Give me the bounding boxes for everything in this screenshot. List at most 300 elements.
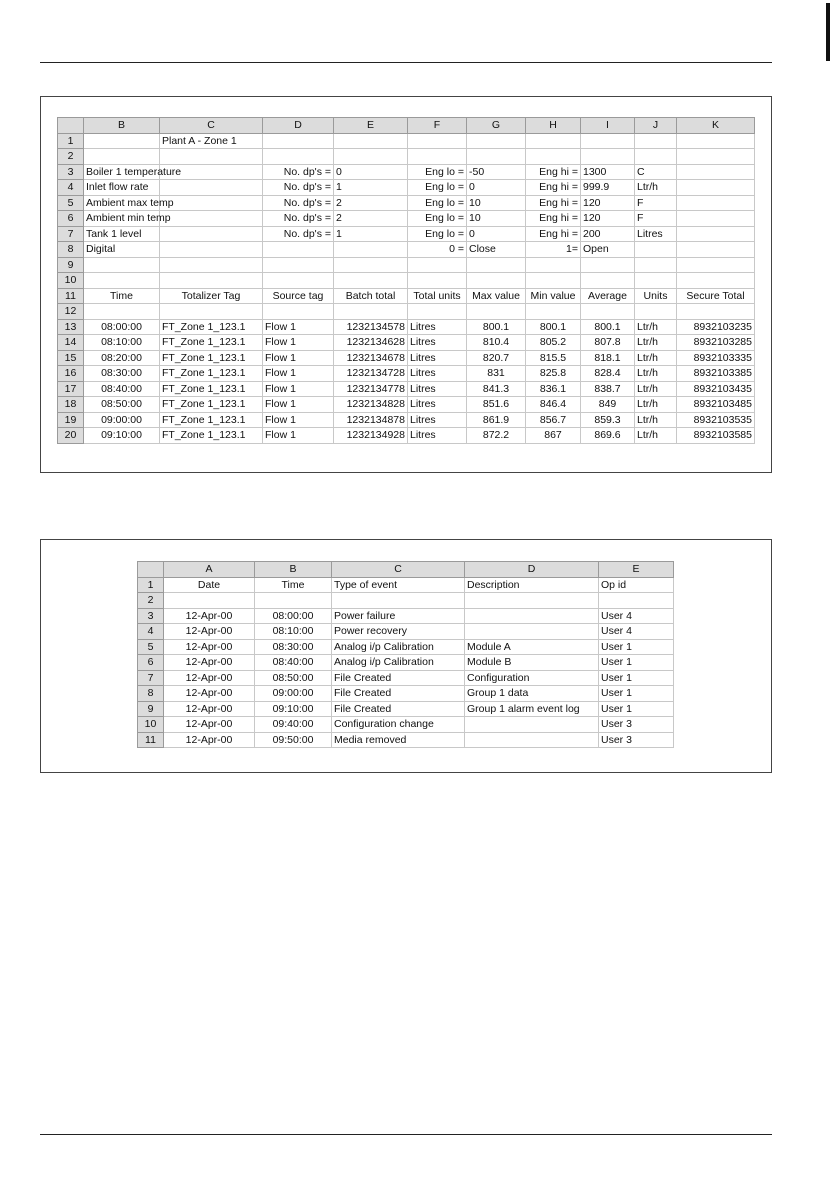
cell[interactable]: 0 bbox=[467, 180, 526, 196]
cell[interactable]: No. dp's = bbox=[263, 180, 334, 196]
cell[interactable] bbox=[334, 242, 408, 258]
cell[interactable]: 1232134778 bbox=[334, 381, 408, 397]
cell[interactable]: User 1 bbox=[599, 639, 674, 655]
row-header[interactable]: 17 bbox=[58, 381, 84, 397]
cell[interactable]: Ltr/h bbox=[635, 366, 677, 382]
cell[interactable]: Eng lo = bbox=[408, 195, 467, 211]
cell[interactable] bbox=[408, 273, 467, 289]
cell[interactable] bbox=[467, 273, 526, 289]
cell[interactable]: Ltr/h bbox=[635, 180, 677, 196]
cell[interactable]: 12-Apr-00 bbox=[164, 701, 255, 717]
cell[interactable]: 120 bbox=[581, 195, 635, 211]
column-header-e[interactable]: E bbox=[599, 562, 674, 578]
row-header[interactable]: 20 bbox=[58, 428, 84, 444]
cell[interactable] bbox=[84, 273, 160, 289]
cell[interactable] bbox=[581, 273, 635, 289]
cell[interactable]: Tank 1 level bbox=[84, 226, 160, 242]
column-header-h[interactable]: H bbox=[526, 118, 581, 134]
column-header-f[interactable]: F bbox=[408, 118, 467, 134]
row-header[interactable]: 10 bbox=[138, 717, 164, 733]
cell[interactable] bbox=[263, 304, 334, 320]
cell[interactable] bbox=[263, 149, 334, 165]
cell[interactable] bbox=[677, 164, 755, 180]
cell[interactable]: 09:10:00 bbox=[255, 701, 332, 717]
cell[interactable]: Ltr/h bbox=[635, 350, 677, 366]
cell[interactable]: 12-Apr-00 bbox=[164, 717, 255, 733]
row-header[interactable]: 6 bbox=[138, 655, 164, 671]
cell[interactable]: Batch total bbox=[334, 288, 408, 304]
cell[interactable] bbox=[334, 133, 408, 149]
cell[interactable]: Eng lo = bbox=[408, 211, 467, 227]
cell[interactable]: Date bbox=[164, 577, 255, 593]
row-header[interactable]: 19 bbox=[58, 412, 84, 428]
cell[interactable]: 807.8 bbox=[581, 335, 635, 351]
row-header[interactable]: 12 bbox=[58, 304, 84, 320]
cell[interactable]: 856.7 bbox=[526, 412, 581, 428]
row-header[interactable]: 6 bbox=[58, 211, 84, 227]
cell[interactable] bbox=[467, 304, 526, 320]
cell[interactable]: 8932103585 bbox=[677, 428, 755, 444]
cell[interactable] bbox=[677, 226, 755, 242]
cell[interactable] bbox=[334, 304, 408, 320]
row-header[interactable]: 3 bbox=[138, 608, 164, 624]
cell[interactable] bbox=[677, 195, 755, 211]
cell[interactable]: 8932103335 bbox=[677, 350, 755, 366]
cell[interactable]: F bbox=[635, 211, 677, 227]
cell[interactable] bbox=[677, 304, 755, 320]
cell[interactable]: Min value bbox=[526, 288, 581, 304]
cell[interactable]: Ambient max temp bbox=[84, 195, 160, 211]
column-header-d[interactable]: D bbox=[263, 118, 334, 134]
cell[interactable]: Time bbox=[84, 288, 160, 304]
column-header-g[interactable]: G bbox=[467, 118, 526, 134]
cell[interactable]: Module B bbox=[465, 655, 599, 671]
cell[interactable]: File Created bbox=[332, 701, 465, 717]
cell[interactable] bbox=[84, 304, 160, 320]
column-header-b[interactable]: B bbox=[84, 118, 160, 134]
cell[interactable] bbox=[160, 273, 263, 289]
cell[interactable]: Litres bbox=[408, 397, 467, 413]
cell[interactable]: 12-Apr-00 bbox=[164, 732, 255, 748]
cell[interactable]: Flow 1 bbox=[263, 381, 334, 397]
row-header[interactable]: 11 bbox=[138, 732, 164, 748]
column-header-c[interactable]: C bbox=[332, 562, 465, 578]
cell[interactable]: 836.1 bbox=[526, 381, 581, 397]
cell[interactable]: 859.3 bbox=[581, 412, 635, 428]
cell[interactable] bbox=[408, 133, 467, 149]
cell[interactable] bbox=[677, 242, 755, 258]
cell[interactable]: 2 bbox=[334, 211, 408, 227]
cell[interactable] bbox=[334, 149, 408, 165]
cell[interactable]: 1232134828 bbox=[334, 397, 408, 413]
cell[interactable]: Average bbox=[581, 288, 635, 304]
column-header-k[interactable]: K bbox=[677, 118, 755, 134]
cell[interactable]: 1 bbox=[334, 180, 408, 196]
cell[interactable] bbox=[581, 257, 635, 273]
cell[interactable]: FT_Zone 1_123.1 bbox=[160, 428, 263, 444]
cell[interactable]: 08:40:00 bbox=[255, 655, 332, 671]
cell[interactable]: Ltr/h bbox=[635, 397, 677, 413]
cell[interactable]: Ltr/h bbox=[635, 412, 677, 428]
column-header-j[interactable]: J bbox=[635, 118, 677, 134]
cell[interactable]: Flow 1 bbox=[263, 366, 334, 382]
cell[interactable] bbox=[408, 304, 467, 320]
cell[interactable]: 800.1 bbox=[467, 319, 526, 335]
cell[interactable] bbox=[160, 242, 263, 258]
cell[interactable]: Litres bbox=[408, 350, 467, 366]
cell[interactable]: Media removed bbox=[332, 732, 465, 748]
cell[interactable]: Eng hi = bbox=[526, 195, 581, 211]
cell[interactable] bbox=[635, 133, 677, 149]
cell[interactable]: Open bbox=[581, 242, 635, 258]
column-header-b[interactable]: B bbox=[255, 562, 332, 578]
cell[interactable]: 8932103535 bbox=[677, 412, 755, 428]
cell[interactable]: 815.5 bbox=[526, 350, 581, 366]
cell[interactable] bbox=[465, 732, 599, 748]
cell[interactable]: Flow 1 bbox=[263, 428, 334, 444]
cell[interactable]: Eng hi = bbox=[526, 226, 581, 242]
cell[interactable]: -50 bbox=[467, 164, 526, 180]
cell[interactable]: 818.1 bbox=[581, 350, 635, 366]
cell[interactable]: 1232134728 bbox=[334, 366, 408, 382]
cell[interactable]: 800.1 bbox=[581, 319, 635, 335]
cell[interactable]: 200 bbox=[581, 226, 635, 242]
column-header-d[interactable]: D bbox=[465, 562, 599, 578]
cell[interactable]: 800.1 bbox=[526, 319, 581, 335]
cell[interactable]: 08:20:00 bbox=[84, 350, 160, 366]
row-header[interactable]: 8 bbox=[58, 242, 84, 258]
cell[interactable]: 12-Apr-00 bbox=[164, 655, 255, 671]
cell[interactable]: User 1 bbox=[599, 670, 674, 686]
cell[interactable]: Ltr/h bbox=[635, 428, 677, 444]
cell[interactable]: 1= bbox=[526, 242, 581, 258]
cell[interactable]: Boiler 1 temperature bbox=[84, 164, 160, 180]
cell[interactable]: Group 1 data bbox=[465, 686, 599, 702]
cell[interactable]: Time bbox=[255, 577, 332, 593]
cell[interactable]: 872.2 bbox=[467, 428, 526, 444]
cell[interactable]: FT_Zone 1_123.1 bbox=[160, 412, 263, 428]
cell[interactable]: 08:40:00 bbox=[84, 381, 160, 397]
row-header[interactable]: 10 bbox=[58, 273, 84, 289]
cell[interactable]: 1 bbox=[334, 226, 408, 242]
cell[interactable] bbox=[263, 133, 334, 149]
cell[interactable]: Digital bbox=[84, 242, 160, 258]
cell[interactable]: Litres bbox=[635, 226, 677, 242]
cell[interactable]: 08:50:00 bbox=[255, 670, 332, 686]
cell[interactable]: 08:50:00 bbox=[84, 397, 160, 413]
cell[interactable]: 09:00:00 bbox=[84, 412, 160, 428]
row-header[interactable]: 15 bbox=[58, 350, 84, 366]
cell[interactable] bbox=[160, 180, 263, 196]
row-header[interactable]: 1 bbox=[58, 133, 84, 149]
select-all-corner[interactable] bbox=[138, 562, 164, 578]
cell[interactable]: Secure Total bbox=[677, 288, 755, 304]
cell[interactable]: Eng lo = bbox=[408, 180, 467, 196]
cell[interactable]: Description bbox=[465, 577, 599, 593]
cell[interactable]: User 1 bbox=[599, 701, 674, 717]
cell[interactable]: Module A bbox=[465, 639, 599, 655]
cell[interactable] bbox=[526, 257, 581, 273]
cell[interactable]: Totalizer Tag bbox=[160, 288, 263, 304]
cell[interactable] bbox=[465, 593, 599, 609]
cell[interactable]: 825.8 bbox=[526, 366, 581, 382]
cell[interactable]: F bbox=[635, 195, 677, 211]
cell[interactable]: Eng lo = bbox=[408, 226, 467, 242]
cell[interactable] bbox=[526, 273, 581, 289]
cell[interactable] bbox=[408, 149, 467, 165]
cell[interactable]: 846.4 bbox=[526, 397, 581, 413]
cell[interactable]: Litres bbox=[408, 366, 467, 382]
cell[interactable] bbox=[263, 257, 334, 273]
cell[interactable]: C bbox=[635, 164, 677, 180]
cell[interactable]: Inlet flow rate bbox=[84, 180, 160, 196]
cell[interactable]: Plant A - Zone 1 bbox=[160, 133, 263, 149]
cell[interactable] bbox=[164, 593, 255, 609]
cell[interactable]: 828.4 bbox=[581, 366, 635, 382]
cell[interactable]: 861.9 bbox=[467, 412, 526, 428]
cell[interactable]: FT_Zone 1_123.1 bbox=[160, 397, 263, 413]
cell[interactable]: 09:10:00 bbox=[84, 428, 160, 444]
cell[interactable] bbox=[160, 211, 263, 227]
select-all-corner[interactable] bbox=[58, 118, 84, 134]
cell[interactable]: 1232134878 bbox=[334, 412, 408, 428]
cell[interactable]: 08:10:00 bbox=[84, 335, 160, 351]
cell[interactable]: No. dp's = bbox=[263, 164, 334, 180]
cell[interactable]: 10 bbox=[467, 195, 526, 211]
cell[interactable]: Eng hi = bbox=[526, 180, 581, 196]
cell[interactable]: Ambient min temp bbox=[84, 211, 160, 227]
cell[interactable]: Source tag bbox=[263, 288, 334, 304]
cell[interactable]: 805.2 bbox=[526, 335, 581, 351]
row-header[interactable]: 18 bbox=[58, 397, 84, 413]
cell[interactable]: Power failure bbox=[332, 608, 465, 624]
cell[interactable]: User 3 bbox=[599, 717, 674, 733]
cell[interactable] bbox=[160, 257, 263, 273]
cell[interactable] bbox=[84, 257, 160, 273]
cell[interactable]: 0 bbox=[334, 164, 408, 180]
cell[interactable]: 08:30:00 bbox=[255, 639, 332, 655]
cell[interactable] bbox=[263, 273, 334, 289]
cell[interactable]: Type of event bbox=[332, 577, 465, 593]
cell[interactable]: 09:50:00 bbox=[255, 732, 332, 748]
cell[interactable] bbox=[467, 133, 526, 149]
cell[interactable] bbox=[635, 304, 677, 320]
cell[interactable]: 838.7 bbox=[581, 381, 635, 397]
cell[interactable]: Ltr/h bbox=[635, 319, 677, 335]
row-header[interactable]: 3 bbox=[58, 164, 84, 180]
row-header[interactable]: 2 bbox=[58, 149, 84, 165]
column-header-i[interactable]: I bbox=[581, 118, 635, 134]
cell[interactable]: No. dp's = bbox=[263, 195, 334, 211]
cell[interactable]: Litres bbox=[408, 319, 467, 335]
cell[interactable]: 1232134578 bbox=[334, 319, 408, 335]
row-header[interactable]: 9 bbox=[138, 701, 164, 717]
cell[interactable]: User 1 bbox=[599, 686, 674, 702]
cell[interactable]: User 1 bbox=[599, 655, 674, 671]
cell[interactable]: 10 bbox=[467, 211, 526, 227]
cell[interactable] bbox=[84, 149, 160, 165]
cell[interactable]: FT_Zone 1_123.1 bbox=[160, 350, 263, 366]
cell[interactable]: 2 bbox=[334, 195, 408, 211]
cell[interactable]: 1300 bbox=[581, 164, 635, 180]
cell[interactable]: 831 bbox=[467, 366, 526, 382]
cell[interactable] bbox=[526, 149, 581, 165]
cell[interactable] bbox=[635, 273, 677, 289]
cell[interactable]: Max value bbox=[467, 288, 526, 304]
cell[interactable]: 0 bbox=[467, 226, 526, 242]
cell[interactable]: 841.3 bbox=[467, 381, 526, 397]
cell[interactable]: Litres bbox=[408, 412, 467, 428]
cell[interactable]: Analog i/p Calibration bbox=[332, 655, 465, 671]
cell[interactable]: 8932103385 bbox=[677, 366, 755, 382]
cell[interactable] bbox=[635, 242, 677, 258]
cell[interactable] bbox=[334, 273, 408, 289]
cell[interactable]: Flow 1 bbox=[263, 319, 334, 335]
cell[interactable]: 0 = bbox=[408, 242, 467, 258]
cell[interactable]: Ltr/h bbox=[635, 381, 677, 397]
cell[interactable] bbox=[263, 242, 334, 258]
cell[interactable] bbox=[677, 180, 755, 196]
cell[interactable]: Eng hi = bbox=[526, 164, 581, 180]
row-header[interactable]: 14 bbox=[58, 335, 84, 351]
column-header-c[interactable]: C bbox=[160, 118, 263, 134]
cell[interactable]: 8932103435 bbox=[677, 381, 755, 397]
row-header[interactable]: 8 bbox=[138, 686, 164, 702]
cell[interactable]: FT_Zone 1_123.1 bbox=[160, 381, 263, 397]
cell[interactable]: 08:10:00 bbox=[255, 624, 332, 640]
cell[interactable]: No. dp's = bbox=[263, 226, 334, 242]
cell[interactable]: No. dp's = bbox=[263, 211, 334, 227]
cell[interactable]: File Created bbox=[332, 686, 465, 702]
cell[interactable] bbox=[677, 211, 755, 227]
cell[interactable]: 8932103285 bbox=[677, 335, 755, 351]
cell[interactable]: 999.9 bbox=[581, 180, 635, 196]
cell[interactable]: Op id bbox=[599, 577, 674, 593]
row-header[interactable]: 13 bbox=[58, 319, 84, 335]
cell[interactable]: User 3 bbox=[599, 732, 674, 748]
cell[interactable] bbox=[635, 149, 677, 165]
cell[interactable]: 12-Apr-00 bbox=[164, 686, 255, 702]
cell[interactable]: Configuration bbox=[465, 670, 599, 686]
cell[interactable]: 851.6 bbox=[467, 397, 526, 413]
cell[interactable]: Flow 1 bbox=[263, 350, 334, 366]
cell[interactable] bbox=[465, 717, 599, 733]
row-header[interactable]: 9 bbox=[58, 257, 84, 273]
cell[interactable]: Ltr/h bbox=[635, 335, 677, 351]
cell[interactable] bbox=[581, 149, 635, 165]
cell[interactable]: 12-Apr-00 bbox=[164, 639, 255, 655]
cell[interactable] bbox=[465, 624, 599, 640]
cell[interactable]: Configuration change bbox=[332, 717, 465, 733]
cell[interactable] bbox=[467, 257, 526, 273]
row-header[interactable]: 16 bbox=[58, 366, 84, 382]
row-header[interactable]: 1 bbox=[138, 577, 164, 593]
cell[interactable] bbox=[677, 133, 755, 149]
row-header[interactable]: 5 bbox=[58, 195, 84, 211]
cell[interactable]: Power recovery bbox=[332, 624, 465, 640]
cell[interactable]: 810.4 bbox=[467, 335, 526, 351]
cell[interactable] bbox=[599, 593, 674, 609]
cell[interactable]: 12-Apr-00 bbox=[164, 624, 255, 640]
cell[interactable]: Close bbox=[467, 242, 526, 258]
cell[interactable] bbox=[581, 133, 635, 149]
cell[interactable]: 849 bbox=[581, 397, 635, 413]
cell[interactable]: 09:40:00 bbox=[255, 717, 332, 733]
cell[interactable] bbox=[677, 257, 755, 273]
row-header[interactable]: 4 bbox=[138, 624, 164, 640]
cell[interactable]: FT_Zone 1_123.1 bbox=[160, 319, 263, 335]
cell[interactable]: Litres bbox=[408, 428, 467, 444]
row-header[interactable]: 7 bbox=[58, 226, 84, 242]
cell[interactable]: 120 bbox=[581, 211, 635, 227]
cell[interactable] bbox=[334, 257, 408, 273]
cell[interactable]: FT_Zone 1_123.1 bbox=[160, 366, 263, 382]
cell[interactable] bbox=[526, 304, 581, 320]
cell[interactable]: 869.6 bbox=[581, 428, 635, 444]
cell[interactable]: Litres bbox=[408, 335, 467, 351]
cell[interactable]: FT_Zone 1_123.1 bbox=[160, 335, 263, 351]
cell[interactable] bbox=[408, 257, 467, 273]
cell[interactable]: 08:00:00 bbox=[84, 319, 160, 335]
cell[interactable]: Eng hi = bbox=[526, 211, 581, 227]
cell[interactable]: 08:30:00 bbox=[84, 366, 160, 382]
row-header[interactable]: 2 bbox=[138, 593, 164, 609]
cell[interactable]: Flow 1 bbox=[263, 412, 334, 428]
cell[interactable]: 1232134678 bbox=[334, 350, 408, 366]
cell[interactable] bbox=[677, 149, 755, 165]
cell[interactable]: User 4 bbox=[599, 624, 674, 640]
cell[interactable]: Total units bbox=[408, 288, 467, 304]
cell[interactable]: 8932103485 bbox=[677, 397, 755, 413]
cell[interactable] bbox=[255, 593, 332, 609]
cell[interactable]: 1232134628 bbox=[334, 335, 408, 351]
cell[interactable]: Litres bbox=[408, 381, 467, 397]
cell[interactable] bbox=[467, 149, 526, 165]
cell[interactable] bbox=[160, 149, 263, 165]
cell[interactable]: 8932103235 bbox=[677, 319, 755, 335]
cell[interactable] bbox=[465, 608, 599, 624]
cell[interactable]: User 4 bbox=[599, 608, 674, 624]
cell[interactable] bbox=[160, 304, 263, 320]
cell[interactable] bbox=[677, 273, 755, 289]
cell[interactable]: 12-Apr-00 bbox=[164, 608, 255, 624]
column-header-e[interactable]: E bbox=[334, 118, 408, 134]
cell[interactable]: Flow 1 bbox=[263, 335, 334, 351]
cell[interactable]: Flow 1 bbox=[263, 397, 334, 413]
cell[interactable] bbox=[332, 593, 465, 609]
row-header[interactable]: 5 bbox=[138, 639, 164, 655]
cell[interactable] bbox=[526, 133, 581, 149]
cell[interactable]: 867 bbox=[526, 428, 581, 444]
cell[interactable]: Analog i/p Calibration bbox=[332, 639, 465, 655]
cell[interactable]: Units bbox=[635, 288, 677, 304]
cell[interactable]: Group 1 alarm event log bbox=[465, 701, 599, 717]
cell[interactable] bbox=[581, 304, 635, 320]
cell[interactable] bbox=[160, 195, 263, 211]
cell[interactable]: 820.7 bbox=[467, 350, 526, 366]
row-header[interactable]: 7 bbox=[138, 670, 164, 686]
cell[interactable]: 12-Apr-00 bbox=[164, 670, 255, 686]
row-header[interactable]: 11 bbox=[58, 288, 84, 304]
cell[interactable] bbox=[635, 257, 677, 273]
row-header[interactable]: 4 bbox=[58, 180, 84, 196]
cell[interactable]: 1232134928 bbox=[334, 428, 408, 444]
cell[interactable]: File Created bbox=[332, 670, 465, 686]
cell[interactable]: 09:00:00 bbox=[255, 686, 332, 702]
cell[interactable] bbox=[160, 226, 263, 242]
cell[interactable]: Eng lo = bbox=[408, 164, 467, 180]
column-header-a[interactable]: A bbox=[164, 562, 255, 578]
